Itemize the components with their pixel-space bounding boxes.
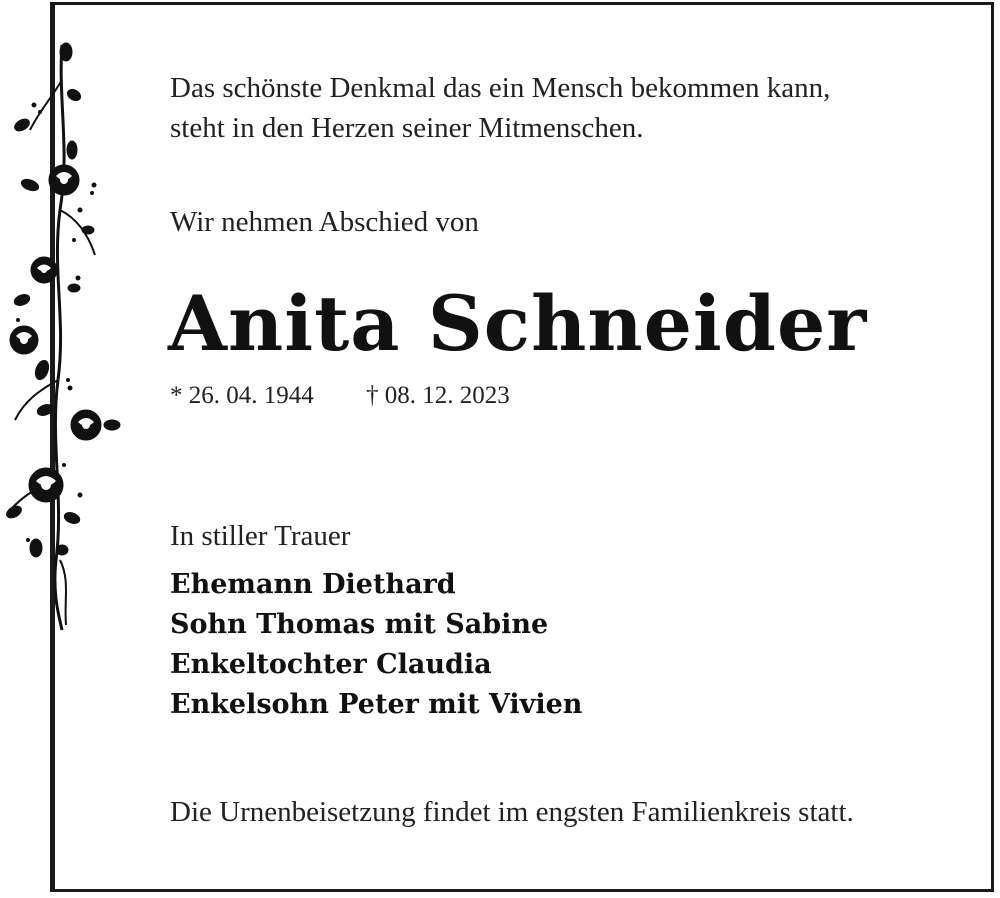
quote-line-2: steht in den Herzen seiner Mitmenschen. (170, 112, 644, 144)
death-date: † 08. 12. 2023 (366, 382, 510, 409)
family-list (170, 565, 582, 725)
farewell-intro: Wir nehmen Abschied von (170, 206, 479, 238)
mourning-heading: In stiller Trauer (170, 520, 351, 552)
deceased-name: Anita Schneider (168, 279, 868, 368)
burial-note: Die Urnenbeisetzung findet im engsten Familienkreis statt. (170, 796, 854, 828)
notice-content (168, 68, 960, 828)
family-member: Enkeltochter Claudia (170, 649, 492, 680)
family-member: Ehemann Diethard (170, 569, 456, 600)
family-member: Enkelsohn Peter mit Vivien (170, 689, 583, 720)
memorial-quote (170, 68, 960, 148)
life-dates (170, 378, 510, 414)
quote-line-1: Das schönste Denkmal das ein Mensch bekommen kann, (170, 72, 831, 104)
floral-vine-icon (0, 40, 125, 635)
family-member: Sohn Thomas mit Sabine (170, 609, 549, 640)
birth-date: * 26. 04. 1944 (170, 382, 314, 409)
